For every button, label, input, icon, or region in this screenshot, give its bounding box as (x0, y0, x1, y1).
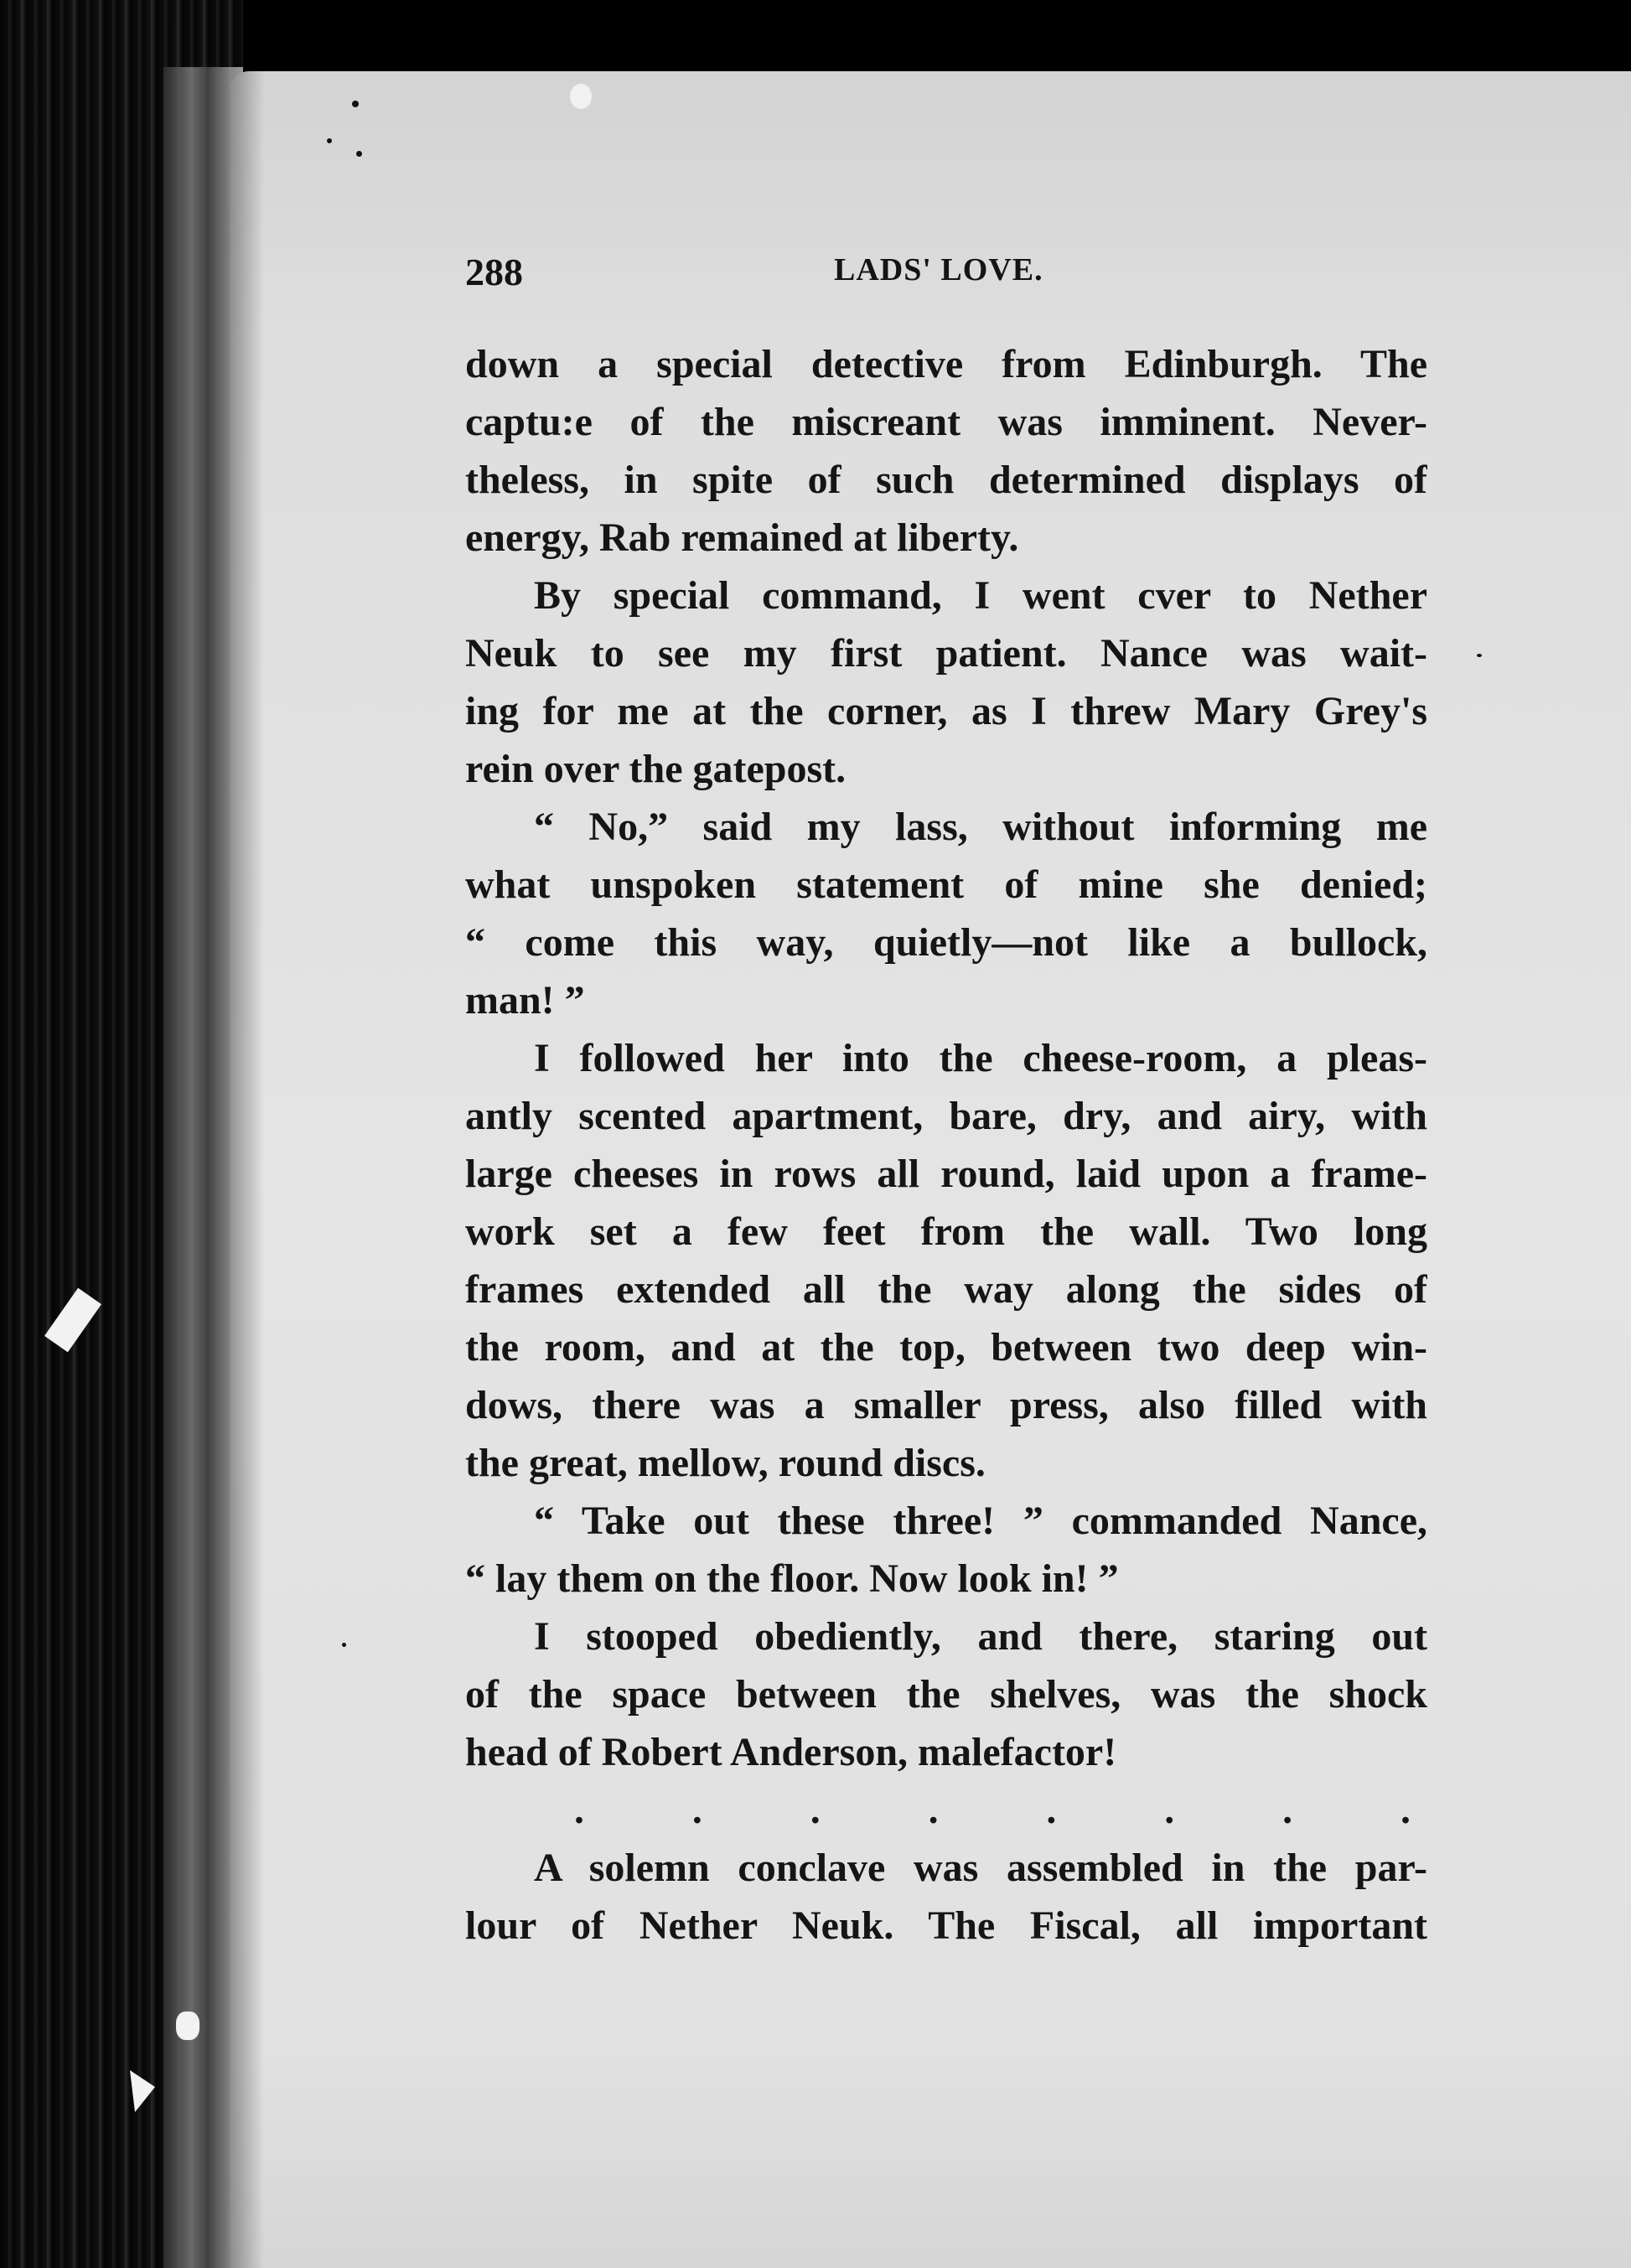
text-line: By special command, I went cver to Nether (534, 573, 1427, 618)
text-line: “ lay them on the floor. Now look in! ” (465, 1556, 1119, 1601)
scan-speck (356, 151, 362, 157)
text-line: rein over the gatepost. (465, 747, 847, 791)
text-line: the room, and at the top, between two deep win- (465, 1325, 1427, 1370)
running-title: LADS' LOVE. (834, 252, 1043, 287)
text-line: down a special detective from Edinburgh. The (465, 342, 1427, 386)
body-text (465, 335, 1427, 1955)
text-line: the great, mellow, round discs. (465, 1441, 986, 1485)
text-line: ing for me at the corner, as I threw Mary Grey's (465, 689, 1427, 733)
text-line: frames extended all the way along the sides of (465, 1267, 1427, 1312)
text-line: head of Robert Anderson, malefactor! (465, 1730, 1117, 1774)
text-line: “ Take out these three! ” commanded Nance, (534, 1499, 1427, 1543)
scan-speck (342, 1643, 346, 1647)
text-line: “ come this way, quietly—not like a bullock, (465, 920, 1427, 965)
text-line: of the space between the shelves, was the shock (465, 1672, 1427, 1717)
text-line: Neuk to see my first patient. Nance was wait- (465, 631, 1427, 676)
text-line: I followed her into the cheese-room, a pleas- (534, 1036, 1427, 1080)
text-line: what unspoken statement of mine she denied; (465, 862, 1427, 907)
text-line: I stooped obediently, and there, staring out (534, 1614, 1427, 1659)
text-line: large cheeses in rows all round, laid upon a frame- (465, 1152, 1427, 1196)
scan-speck (352, 101, 359, 107)
page-header (465, 250, 1429, 308)
section-break-dots: . . . . . . . . (574, 1788, 1411, 1832)
scan-speck (570, 84, 592, 109)
text-line: lour of Nether Neuk. The Fiscal, all important (465, 1903, 1427, 1948)
scan-speck (1477, 654, 1482, 657)
text-line: “ No,” said my lass, without informing me (534, 805, 1427, 849)
text-line: antly scented apartment, bare, dry, and airy, with (465, 1094, 1427, 1138)
page-edge-shade (230, 71, 264, 2268)
page-number: 288 (465, 251, 523, 293)
text-line: captu:e of the miscreant was imminent. Never- (465, 400, 1427, 444)
text-line: energy, Rab remained at liberty. (465, 515, 1019, 560)
text-line: man! ” (465, 978, 585, 1023)
text-line: work set a few feet from the wall. Two long (465, 1209, 1427, 1254)
text-line: theless, in spite of such determined displays of (465, 458, 1427, 502)
scan-speck (176, 2012, 199, 2040)
scan-speck (327, 138, 332, 143)
text-line: A solemn conclave was assembled in the par- (534, 1846, 1427, 1890)
text-line: dows, there was a smaller press, also filled with (465, 1383, 1427, 1427)
